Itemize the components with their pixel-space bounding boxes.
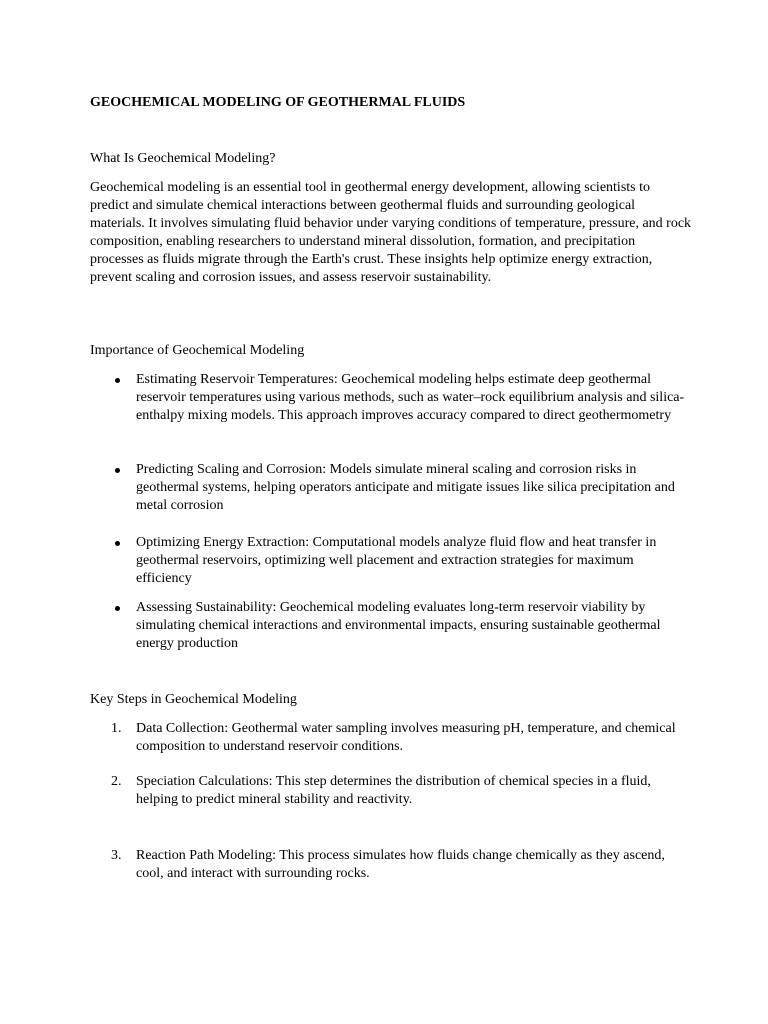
intro-paragraph: Geochemical modeling is an essential tool in geothermal energy development, allowing scientists to predict and simulate chemical interactions between geothermal fluids and surrounding geological materials. It involves simulating fluid behavior under varying conditions of temperature, pressure, and rock composition, enabling researchers to understand mineral dissolution, formation, and precipitation processes as fluids migrate through the Earth's crust. These insights help optimize energy extraction, prevent scaling and corrosion issues, and assess reservoir sustainability. (90, 180, 692, 285)
list-number: 2. (111, 774, 122, 789)
list-item-bullet (111, 461, 691, 515)
list-number: 3. (111, 848, 122, 863)
numbered-text: Speciation Calculations: This step determines the distribution of chemical species in a fluid, helping to predict mineral stability and reactivity. (136, 774, 651, 807)
bullet-text: Predicting Scaling and Corrosion: Models simulate mineral scaling and corrosion risks in geothermal systems, helping operators anticipate and mitigate issues like silica precipitation and metal corrosion (136, 462, 675, 513)
bullet-icon (111, 534, 136, 588)
bullet-icon (111, 461, 136, 515)
document-title: GEOCHEMICAL MODELING OF GEOTHERMAL FLUIDS (90, 95, 466, 110)
list-item-numbered (111, 720, 691, 756)
list-item-numbered (111, 773, 691, 809)
section-heading-key-steps: Key Steps in Geochemical Modeling (90, 692, 297, 707)
bullet-text: Estimating Reservoir Temperatures: Geochemical modeling helps estimate deep geothermal reservoir temperatures using various methods, such as water–rock equilibrium analysis and silica-enthalpy mixing models. This approach improves accuracy compared to direct geothermometry (136, 372, 685, 423)
bullet-text: Optimizing Energy Extraction: Computational models analyze fluid flow and heat transfer in geothermal reservoirs, optimizing well placement and extraction strategies for maximum efficiency (136, 535, 657, 586)
section-heading-what-is: What Is Geochemical Modeling? (90, 151, 276, 166)
list-item-bullet (111, 534, 691, 588)
section-heading-importance: Importance of Geochemical Modeling (90, 343, 305, 358)
bullet-icon (111, 371, 136, 425)
list-number: 1. (111, 721, 122, 736)
list-item-bullet (111, 371, 691, 425)
list-item-numbered (111, 847, 691, 883)
list-item-bullet (111, 599, 691, 653)
bullet-text: Assessing Sustainability: Geochemical modeling evaluates long-term reservoir viability by simulating chemical interactions and environmental impacts, ensuring sustainable geothermal energy production (136, 600, 661, 651)
numbered-text: Data Collection: Geothermal water sampling involves measuring pH, temperature, and chemical composition to understand reservoir conditions. (136, 721, 676, 754)
bullet-icon (111, 599, 136, 653)
numbered-text: Reaction Path Modeling: This process simulates how fluids change chemically as they ascend, cool, and interact with surrounding rocks. (136, 848, 665, 881)
